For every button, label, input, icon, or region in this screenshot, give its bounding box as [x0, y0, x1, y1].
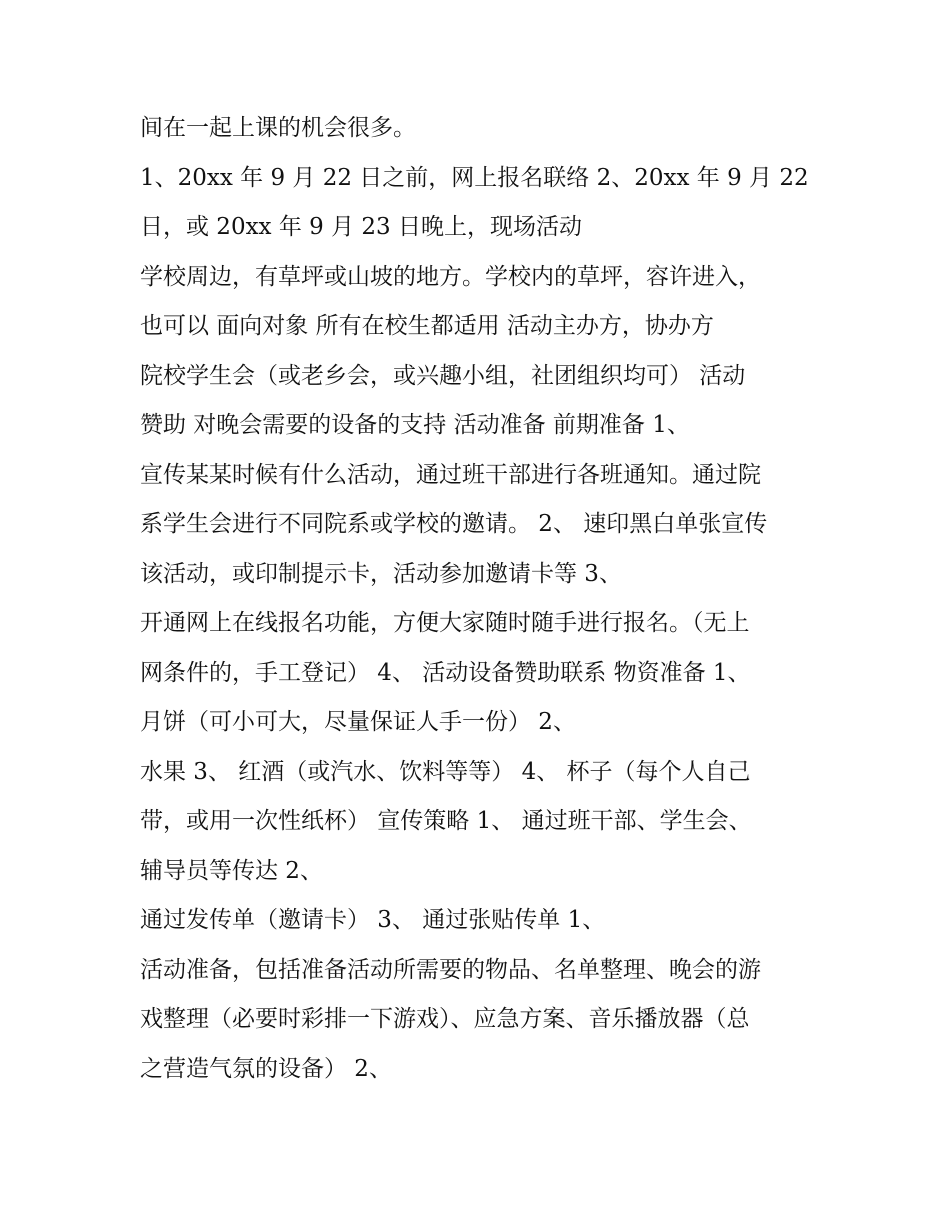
text-line: 系学生会进行不同院系或学校的邀请。 2、 速印黑白单张宣传: [140, 511, 768, 537]
text-line: 该活动，或印制提示卡，活动参加邀请卡等 3、: [140, 560, 622, 587]
text-line: 辅导员等传达 2、: [140, 857, 323, 884]
text-line: 通过发传单（邀请卡） 3、 通过张贴传单 1、: [140, 907, 606, 933]
text-line: 1、20xx 年 9 月 22 日之前，网上报名联络 2、20xx 年 9 月 22: [140, 164, 809, 191]
text-line: 学校周边，有草坪或山坡的地方。学校内的草坪，容许进入，: [140, 263, 761, 290]
text-line: 间在一起上课的机会很多。: [140, 115, 416, 141]
text-line: 也可以 面向对象 所有在校生都适用 活动主办方，协办方: [140, 313, 714, 339]
text-line: 之营造气氛的设备） 2、: [140, 1055, 392, 1082]
text-line: 月饼（可小可大，尽量保证人手一份） 2、: [140, 709, 576, 735]
text-line: 赞助 对晚会需要的设备的支持 活动准备 前期准备 1、: [140, 412, 690, 438]
body-text: [140, 104, 830, 1094]
text-line: 水果 3、 红酒（或汽水、饮料等等） 4、 杯子（每个人自己: [140, 758, 751, 785]
text-line: 戏整理（必要时彩排一下游戏）、应急方案、音乐播放器（总: [140, 1006, 750, 1032]
text-line: 宣传某某时候有什么活动，通过班干部进行各班通知。通过院: [140, 461, 761, 488]
text-line: 网条件的，手工登记） 4、 活动设备赞助联系 物资准备 1、: [140, 659, 751, 686]
text-line: 活动准备，包括准备活动所需要的物品、名单整理、晚会的游: [140, 956, 761, 983]
text-line: 开通网上在线报名功能，方便大家随时随手进行报名。（无上: [140, 610, 750, 636]
text-line: 日，或 20xx 年 9 月 23 日晚上，现场活动: [140, 214, 582, 240]
text-line: 院校学生会（或老乡会，或兴趣小组，社团组织均可） 活动: [140, 362, 746, 389]
text-line: 带，或用一次性纸杯） 宣传策略 1、 通过班干部、学生会、: [140, 808, 752, 834]
